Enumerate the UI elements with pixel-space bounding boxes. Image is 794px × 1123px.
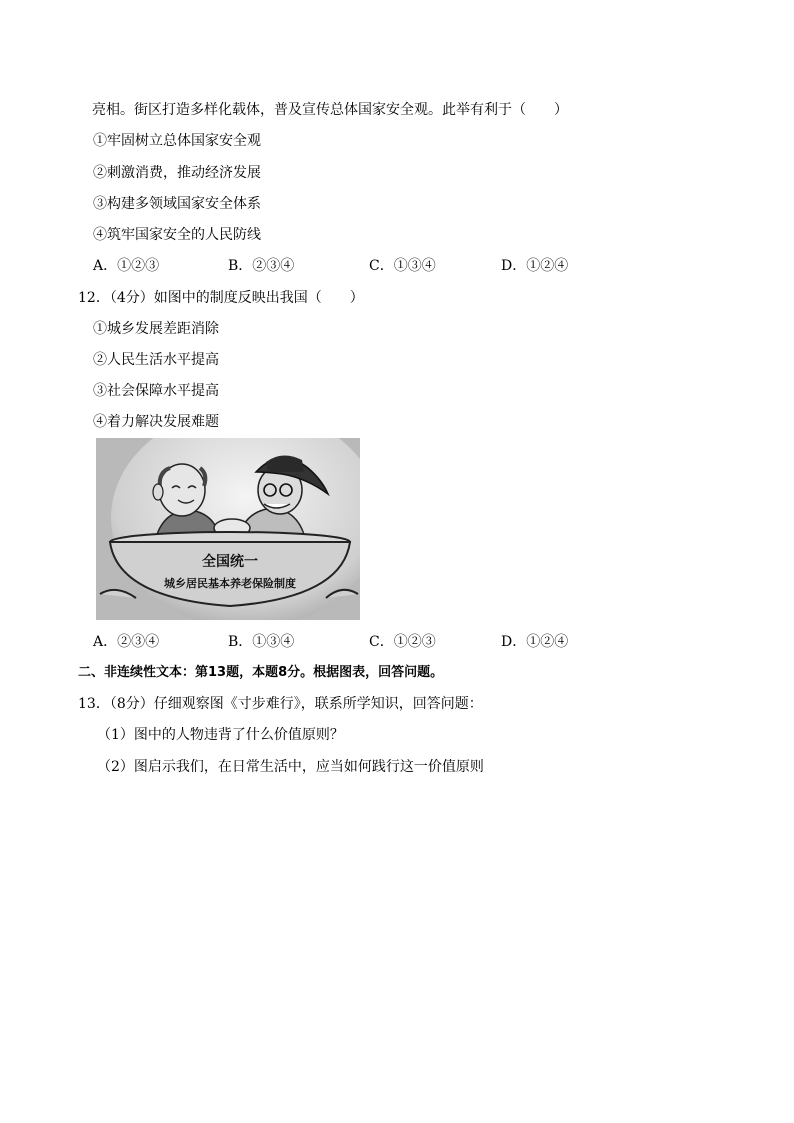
cartoon-text-line1: 全国统一 — [202, 554, 258, 570]
q11-item-4: ④筑牢国家安全的人民防线 — [93, 227, 261, 243]
q12-item-3: ③社会保障水平提高 — [93, 383, 219, 399]
q11-item-1: ①牢固树立总体国家安全观 — [93, 133, 261, 149]
q12-option-c: C．①②③ — [369, 634, 436, 650]
q13-sub-question-1: （1）图中的人物违背了什么价值原则？ — [97, 727, 344, 743]
q13-sub-question-2: （2）图启示我们，在日常生活中，应当如何践行这一价值原则 — [97, 759, 484, 775]
q11-option-a: A．①②③ — [93, 258, 160, 274]
q12-option-b: B．①③④ — [228, 634, 295, 650]
section-heading: 二、非连续性文本：第13题，本题8分。根据图表，回答问题。 — [78, 665, 444, 680]
q11-stem-tail: 亮相。街区打造多样化载体，普及宣传总体国家安全观。此举有利于（ ） — [92, 102, 568, 118]
q12-item-1: ①城乡发展差距消除 — [93, 321, 219, 337]
q12-item-2: ②人民生活水平提高 — [93, 352, 219, 368]
q11-option-d: D．①②④ — [501, 258, 569, 274]
q11-item-2: ②刺激消费，推动经济发展 — [93, 165, 261, 181]
q12-stem: 12．（4分）如图中的制度反映出我国（ ） — [78, 290, 364, 306]
pension-cartoon-image — [96, 438, 360, 620]
q13-stem: 13．（8分）仔细观察图《寸步难行》，联系所学知识，回答问题： — [78, 696, 483, 712]
q11-item-3: ③构建多领域国家安全体系 — [93, 196, 261, 212]
q12-item-4: ④着力解决发展难题 — [93, 414, 219, 430]
q12-option-a: A．②③④ — [93, 634, 160, 650]
q11-option-c: C．①③④ — [369, 258, 436, 274]
q11-option-b: B．②③④ — [228, 258, 295, 274]
cartoon-text-line2: 城乡居民基本养老保险制度 — [164, 577, 296, 590]
q12-option-d: D．①②④ — [501, 634, 569, 650]
